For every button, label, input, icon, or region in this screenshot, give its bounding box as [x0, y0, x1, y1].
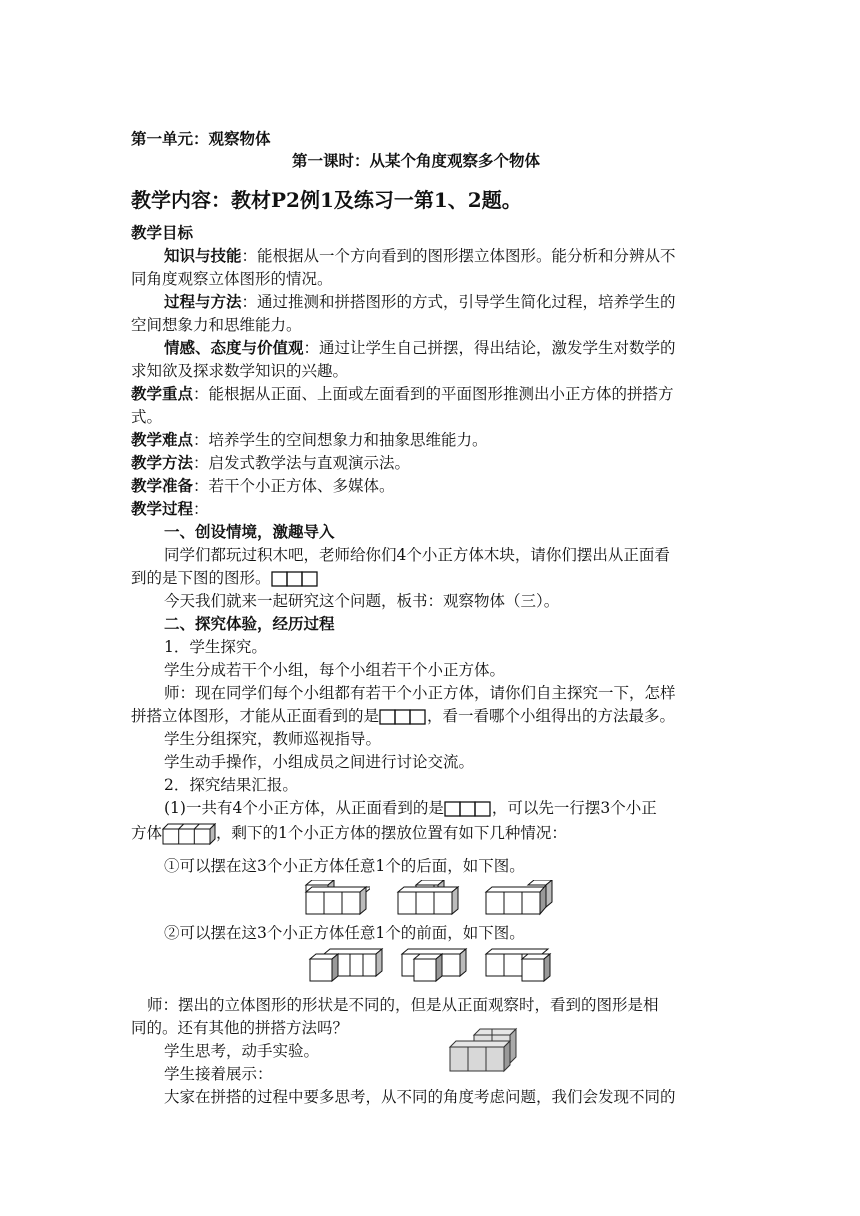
cube-figure-back-middle: [392, 880, 462, 916]
para11: 大家在拼搭的过程中要多思考，从不同的角度考虑问题，我们会发现不同的: [164, 1088, 676, 1106]
difficulty-text: ：培养学生的空间想象力和抽象思维能力。: [193, 431, 488, 449]
para1-line2-text: 到的是下图的图形。: [131, 569, 271, 587]
para3: 学生分成若干个小组，每个小组若干个小正方体。: [164, 661, 506, 679]
para7-line2-a: 方体: [131, 824, 163, 842]
para1-line1: 同学们都玩过积木吧，老师给你们4个小正方体木块，请你们摆出从正面看: [164, 546, 670, 564]
para6: 学生动手操作，小组成员之间进行讨论交流。: [164, 753, 475, 771]
cube-figure-front-left: [308, 947, 384, 983]
goal1-line2: 同角度观察立体图形的情况。: [131, 270, 333, 288]
cube-figure-shaded: [448, 1027, 522, 1075]
process-label: 教学过程: [131, 499, 194, 518]
para4-line2-a: 拼搭立体图形，才能从正面看到的是: [131, 707, 380, 725]
step2-heading: 2．探究结果汇报。: [164, 776, 298, 794]
unit-title: 第一单元：观察物体: [131, 129, 271, 148]
key-line2: 式。: [131, 408, 163, 426]
para2: 今天我们就来一起研究这个问题，板书：观察物体（三）。: [164, 592, 560, 610]
goals-heading: 教学目标: [131, 223, 194, 242]
key-line1: [131, 383, 674, 405]
goal2-line1: [164, 291, 676, 313]
content-line: 教学内容：教材P2例1及练习一第1、2题。: [131, 188, 522, 212]
para8-line2: 同的。还有其他的拼搭方法吗？: [131, 1019, 349, 1037]
goal1-label: 知识与技能: [164, 246, 242, 265]
difficulty-label: 教学难点: [131, 430, 194, 449]
method-text: ：启发式教学法与直观演示法。: [193, 454, 411, 472]
section1-title: 一、创设情境，激趣导入: [164, 522, 335, 541]
goal3-label: 情感、态度与价值观: [164, 338, 304, 357]
goal3-text: ：通过让学生自己拼摆，得出结论，激发学生对数学的: [303, 339, 676, 357]
process-colon: ：: [193, 500, 209, 518]
case2-line: ②可以摆在这3个小正方体任意1个的前面，如下图。: [164, 924, 525, 942]
para4-line2: [131, 705, 675, 727]
cube-figure-back-right: [480, 880, 556, 916]
method-line: [131, 452, 410, 474]
cube-figure-front-middle: [398, 947, 468, 983]
para10: 学生接着展示：: [164, 1065, 273, 1083]
prep-line: [131, 475, 395, 497]
step1-heading: 1．学生探究。: [164, 638, 267, 656]
para7-line1-a: (1)一共有4个小正方体，从正面看到的是: [164, 799, 444, 817]
case1-line: ①可以摆在这3个小正方体任意1个的后面，如下图。: [164, 857, 525, 875]
para9: 学生思考，动手实验。: [164, 1042, 320, 1060]
goal3-line1: [164, 337, 676, 359]
method-label: 教学方法: [131, 453, 194, 472]
prep-text: ：若干个小正方体、多媒体。: [193, 477, 395, 495]
process-line: [131, 498, 209, 520]
key-text: ：能根据从正面、上面或左面看到的平面图形推测出小正方体的拼搭方: [193, 385, 674, 403]
para7-line1: [164, 797, 657, 819]
goal2-label: 过程与方法: [164, 292, 242, 311]
section2-title: 二、探究体验，经历过程: [164, 614, 335, 633]
para8-line1: 师：摆出的立体图形的形状是不同的，但是从正面观察时，看到的图形是相: [147, 996, 659, 1014]
lesson-title: 第一课时：从某个角度观察多个物体: [292, 151, 541, 170]
cube-figure-front-right: [482, 947, 558, 983]
goal3-line2: 求知欲及探求数学知识的兴趣。: [131, 362, 349, 380]
para5: 学生分组探究，教师巡视指导。: [164, 730, 382, 748]
para7-line1-b: ，可以先一行摆3个小正: [491, 799, 657, 817]
difficulty-line: [131, 429, 488, 451]
cube-figure-back-left: [300, 880, 370, 916]
goal1-text: ：能根据从一个方向看到的图形摆立体图形。能分析和分辨从不: [241, 247, 676, 265]
goal2-line2: 空间想象力和思维能力。: [131, 316, 302, 334]
three-squares-icon: [444, 801, 492, 817]
para7-line2: [131, 822, 567, 845]
para7-line2-b: ，剩下的1个小正方体的摆放位置有如下几种情况：: [216, 824, 567, 842]
goal2-text: ：通过推测和拼搭图形的方式，引导学生简化过程，培养学生的: [241, 293, 676, 311]
key-label: 教学重点: [131, 384, 194, 403]
para1-line2: [131, 567, 319, 589]
para4-line1: 师：现在同学们每个小组都有若干个小正方体，请你们自主探究一下，怎样: [164, 684, 676, 702]
prep-label: 教学准备: [131, 476, 194, 495]
three-squares-icon: [271, 571, 319, 587]
three-cubes-row-icon: [162, 823, 216, 845]
three-squares-icon: [379, 709, 427, 725]
goal1-line1: [164, 245, 676, 267]
para4-line2-b: ，看一看哪个小组得出的方法最多。: [427, 707, 676, 725]
